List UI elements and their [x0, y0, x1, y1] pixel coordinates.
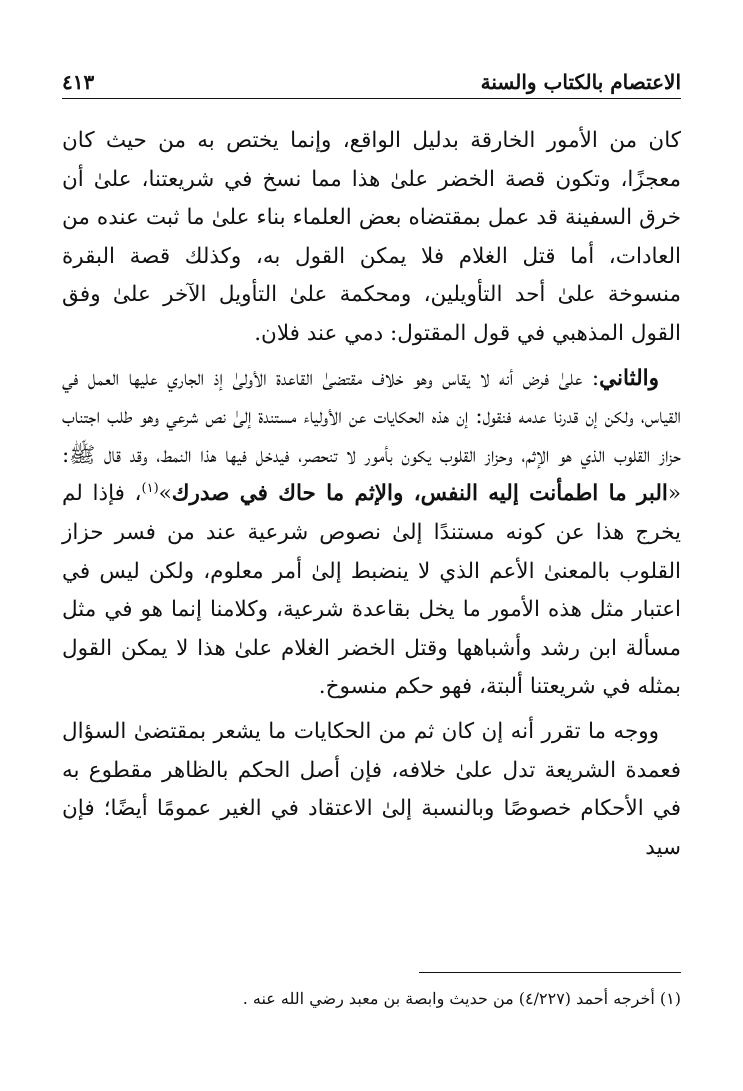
running-title: الاعتصام بالكتاب والسنة	[480, 70, 681, 94]
page-body	[62, 122, 681, 867]
paragraph-2-text-a: : علىٰ فرض أنه لا يقاس وهو خلاف مقتضىٰ القاعدة الأولىٰ إذ الجاري عليها العمل في القياس، ولكن إن قدرنا عدمه فنقول: إن هذه الحكايات عن الأولياء مستندة إلىٰ نص شرعي وهو طلب اجتناب حزاز القلوب الذي هو الإثم، وحزاز القلوب يكون بأمور لا تنحصر، فيدخل فيها هذا النمط، وقد قال ﷺ: «	[62, 365, 681, 507]
paragraph-2	[62, 360, 681, 707]
page-header	[62, 60, 681, 94]
paragraph-2-text-b: ، فإذا لم يخرج هذا عن كونه مستندًا إلىٰ نصوص شرعية عند من فسر حزاز القلوب بالمعنىٰ الأعم الذي لا ينضبط إلىٰ أمر معلوم، ولكن ليس في اعتبار مثل هذه الأمور ما يخل بقاعدة شرعية، وكلامنا إنما هو في مثل مسألة ابن رشد وأشباهها وقتل الخضر الغلام علىٰ هذا لا يمكن القول بمثله في شريعتنا ألبتة، فهو حكم منسوخ.	[62, 481, 681, 700]
paragraph-3: ووجه ما تقرر أنه إن كان ثم من الحكايات ما يشعر بمقتضىٰ السؤال فعمدة الشريعة تدل علىٰ خلافه، فإن أصل الحكم بالظاهر مقطوع به في الأحكام خصوصًا وبالنسبة إلىٰ الاعتقاد في الغير عمومًا أيضًا؛ فإن سيد	[62, 718, 681, 860]
footnote-rule	[419, 972, 681, 973]
header-rule	[62, 98, 681, 99]
paragraph-lead-word: والثاني	[599, 365, 659, 391]
footnote: (١) أخرجه أحمد (٤/٢٢٧) من حديث وابصة بن معبد رضي الله عنه .	[242, 989, 681, 1008]
page-number: ٤١٣	[62, 70, 95, 94]
hadith-quote: البر ما اطمأنت إليه النفس، والإثم ما حاك في صدرك	[171, 481, 668, 507]
paragraph-1: كان من الأمور الخارقة بدليل الواقع، وإنما يختص به من حيث كان معجزًا، وتكون قصة الخضر علىٰ هذا مما نسخ في شريعتنا، علىٰ أن خرق السفينة قد عمل بمقتضاه بعض العلماء بناء علىٰ ما ثبت عنده من العادات، أما قتل الغلام فلا يمكن القول به، وكذلك قصة البقرة منسوخة علىٰ أحد التأويلين، ومحكمة علىٰ التأويل الآخر علىٰ وفق القول المذهبي في قول المقتول: دمي عند فلان.	[62, 128, 681, 346]
quote-close-mark: »	[158, 481, 172, 507]
footnote-reference[interactable]: (١)	[141, 481, 159, 497]
